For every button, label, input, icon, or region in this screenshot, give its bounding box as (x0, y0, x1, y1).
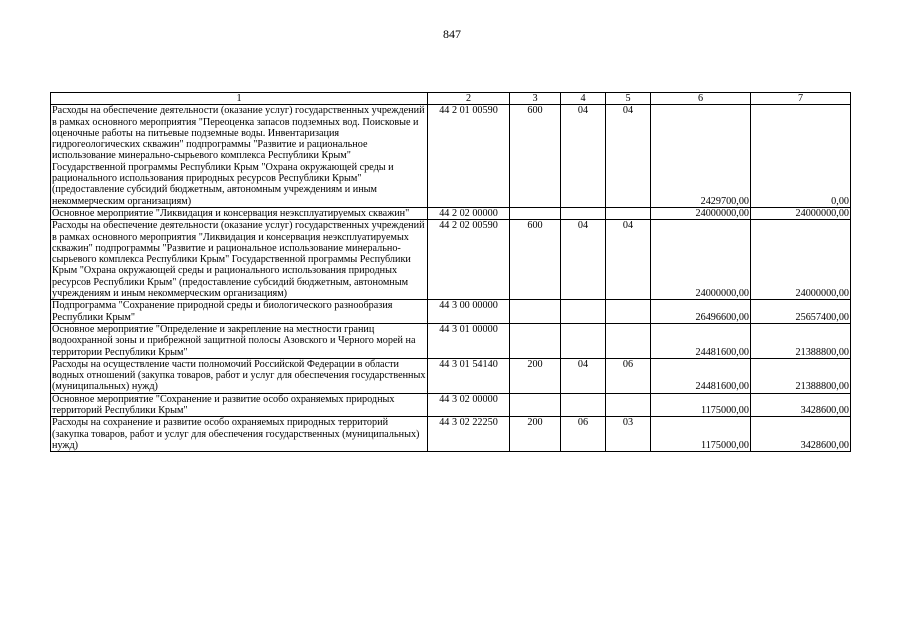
row-col7: 21388800,00 (751, 358, 851, 393)
header-cell: 2 (428, 93, 510, 105)
row-code: 44 3 00 00000 (428, 300, 510, 324)
row-col5: 04 (606, 105, 651, 208)
row-col6: 2429700,00 (651, 105, 751, 208)
row-col3 (510, 207, 561, 219)
row-col5: 03 (606, 417, 651, 452)
row-col6: 1175000,00 (651, 417, 751, 452)
header-cell: 5 (606, 93, 651, 105)
row-code: 44 3 02 22250 (428, 417, 510, 452)
row-col4: 06 (561, 417, 606, 452)
row-description: Основное мероприятие "Сохранение и развитие особо охраняемых природных территорий Республики Крым" (51, 393, 428, 417)
row-col6: 26496600,00 (651, 300, 751, 324)
row-description: Расходы на обеспечение деятельности (оказание услуг) государственных учреждений в рамках основного мероприятия "Ликвидация и консервация неэксплуатируемых скважин" подпрограммы "Развитие и рациональное использование минерально-сырьевого комплекса Республики Крым" Государственной программы Республики Крым "Охрана окружающей среды и рационального использования природных ресурсов Республики Крым" (предоставление субсидий бюджетным, автономным учреждениям и иным некоммерческим организациям) (51, 220, 428, 300)
row-col5 (606, 300, 651, 324)
row-col3: 200 (510, 358, 561, 393)
row-col6: 1175000,00 (651, 393, 751, 417)
row-col4 (561, 207, 606, 219)
row-col6: 24481600,00 (651, 358, 751, 393)
row-col5: 04 (606, 220, 651, 300)
row-col6: 24481600,00 (651, 323, 751, 358)
row-description: Подпрограмма "Сохранение природной среды и биологического разнообразия Республики Крым" (51, 300, 428, 324)
row-col7: 24000000,00 (751, 220, 851, 300)
header-cell: 4 (561, 93, 606, 105)
row-col3: 200 (510, 417, 561, 452)
row-col3 (510, 300, 561, 324)
header-cell: 6 (651, 93, 751, 105)
row-code: 44 3 01 00000 (428, 323, 510, 358)
header-cell: 1 (51, 93, 428, 105)
table-header-row (51, 93, 851, 105)
row-code: 44 3 01 54140 (428, 358, 510, 393)
row-description: Расходы на сохранение и развитие особо охраняемых природных территорий (закупка товаров, работ и услуг для обеспечения государственных (муниципальных) нужд) (51, 417, 428, 452)
row-code: 44 2 02 00590 (428, 220, 510, 300)
row-col7: 3428600,00 (751, 417, 851, 452)
row-col7: 25657400,00 (751, 300, 851, 324)
row-col4: 04 (561, 358, 606, 393)
row-col3 (510, 393, 561, 417)
header-cell: 7 (751, 93, 851, 105)
table-row (51, 417, 851, 452)
row-col6: 24000000,00 (651, 207, 751, 219)
header-cell: 3 (510, 93, 561, 105)
row-col4 (561, 393, 606, 417)
table-row (51, 393, 851, 417)
row-description: Основное мероприятие "Ликвидация и консервация неэксплуатируемых скважин" (51, 207, 428, 219)
row-col3: 600 (510, 105, 561, 208)
row-code: 44 2 02 00000 (428, 207, 510, 219)
budget-table (50, 92, 851, 452)
row-col5 (606, 323, 651, 358)
row-description: Основное мероприятие "Определение и закрепление на местности границ водоохранной зоны и прибрежной защитной полосы Азовского и Черного морей на территории Республики Крым" (51, 323, 428, 358)
page-number: 847 (443, 27, 461, 41)
row-col7: 24000000,00 (751, 207, 851, 219)
row-code: 44 3 02 00000 (428, 393, 510, 417)
row-col5: 06 (606, 358, 651, 393)
row-col3: 600 (510, 220, 561, 300)
row-col4: 04 (561, 105, 606, 208)
table-row (51, 220, 851, 300)
table-row (51, 105, 851, 208)
table-row (51, 323, 851, 358)
row-code: 44 2 01 00590 (428, 105, 510, 208)
row-col5 (606, 393, 651, 417)
row-col3 (510, 323, 561, 358)
table-row (51, 358, 851, 393)
row-col4 (561, 300, 606, 324)
row-col7: 3428600,00 (751, 393, 851, 417)
table-row (51, 300, 851, 324)
row-description: Расходы на осуществление части полномочий Российской Федерации в области водных отношений (закупка товаров, работ и услуг для обеспечения государственных (муниципальных) нужд) (51, 358, 428, 393)
row-col4: 04 (561, 220, 606, 300)
row-col7: 0,00 (751, 105, 851, 208)
row-col5 (606, 207, 651, 219)
row-col6: 24000000,00 (651, 220, 751, 300)
row-col4 (561, 323, 606, 358)
table-row (51, 207, 851, 219)
row-description: Расходы на обеспечение деятельности (оказание услуг) государственных учреждений в рамках основного мероприятия "Переоценка запасов подземных вод. Поисковые и оценочные работы на питьевые подземные воды. Инвентаризация гидрогеологических скважин" подпрограммы "Развитие и рациональное использование минерально-сырьевого комплекса Республики Крым" Государственной программы Республики Крым "Охрана окружающей среды и рационального использования природных ресурсов Республики Крым" (предоставление субсидий бюджетным, автономным учреждениям и иным некоммерческим организациям) (51, 105, 428, 208)
row-col7: 21388800,00 (751, 323, 851, 358)
